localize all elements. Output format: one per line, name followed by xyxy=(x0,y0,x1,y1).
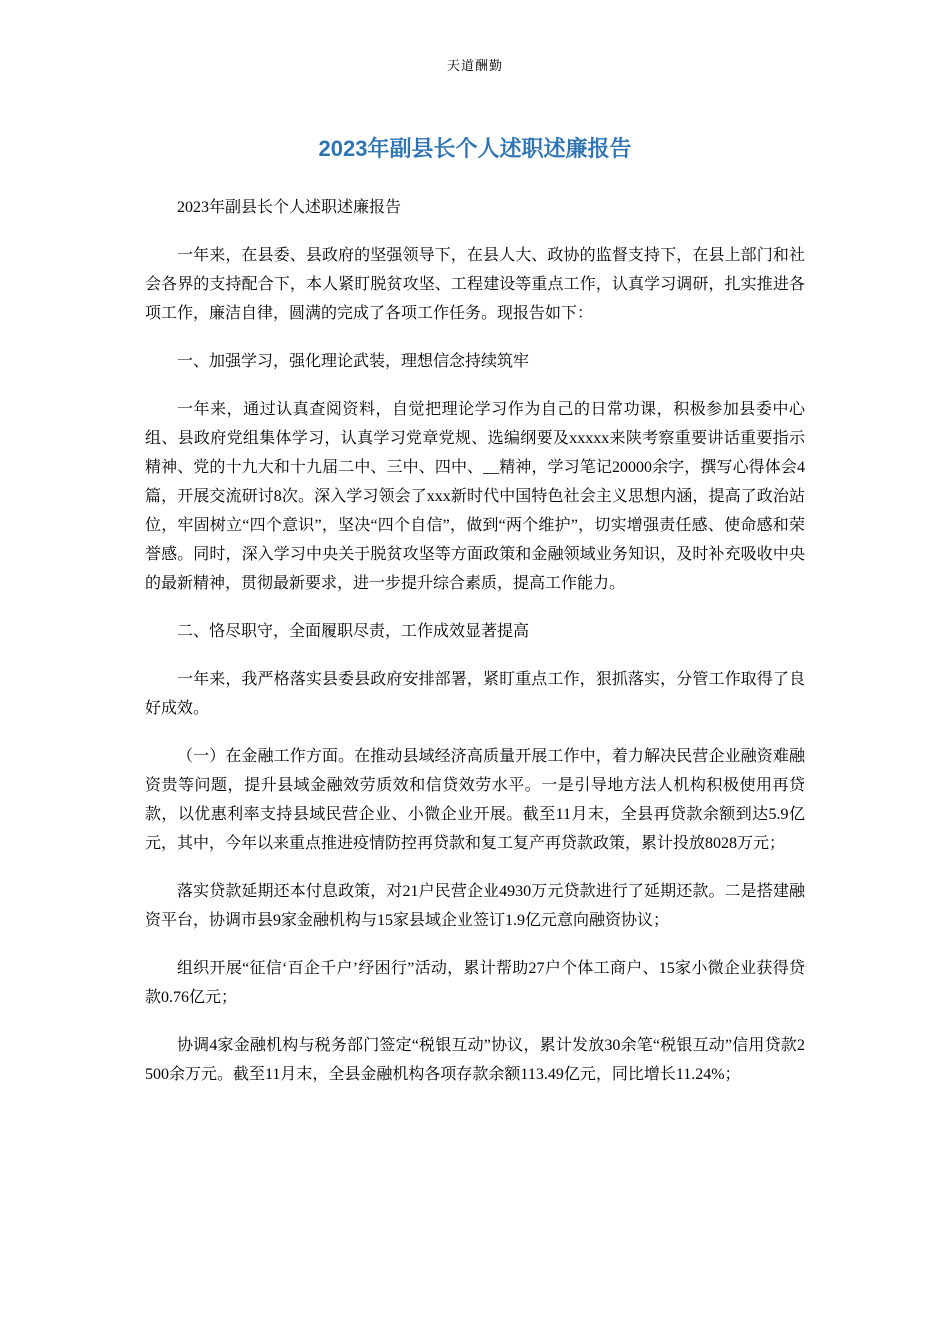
paragraph: 协调4家金融机构与税务部门签定“税银互动”协议，累计发放30余笔“税银互动”信用贷款2500余万元。截至11月末，全县金融机构各项存款余额113.49亿元，同比增长11.24%； xyxy=(145,1037,805,1083)
paragraph: 组织开展“征信‘百企千户’纾困行”活动，累计帮助27户个体工商户、15家小微企业获得贷款0.76亿元； xyxy=(145,960,805,1006)
paragraph: （一）在金融工作方面。在推动县域经济高质量开展工作中，着力解决民营企业融资难融资贵等问题，提升县域金融效劳质效和信贷效劳水平。一是引导地方法人机构积极使用再贷款，以优惠利率支持县域民营企业、小微企业开展。截至11月末，全县再贷款余额到达5.9亿元，其中，今年以来重点推进疫情防控再贷款和复工复产再贷款政策，累计投放8028万元； xyxy=(145,748,805,852)
paragraph: 落实贷款延期还本付息政策，对21户民营企业4930万元贷款进行了延期还款。二是搭建融资平台，协调市县9家金融机构与15家县域企业签订1.9亿元意向融资协议； xyxy=(145,883,805,929)
paragraph: 2023年副县长个人述职述廉报告 xyxy=(177,199,402,216)
paragraph: 一年来，在县委、县政府的坚强领导下，在县人大、政协的监督支持下，在县上部门和社会各界的支持配合下，本人紧盯脱贫攻坚、工程建设等重点工作，认真学习调研，扎实推进各项工作，廉洁自律，圆满的完成了各项工作任务。现报告如下： xyxy=(145,247,805,322)
page-title: 2023年副县长个人述职述廉报告 xyxy=(318,136,632,161)
paragraph: 一年来，我严格落实县委县政府安排部署，紧盯重点工作，狠抓落实，分管工作取得了良好成效。 xyxy=(145,671,805,717)
document-body xyxy=(145,193,805,1089)
paragraph-section-heading: 一、加强学习，强化理论武装，理想信念持续筑牢 xyxy=(177,353,530,370)
paragraph: 一年来，通过认真查阅资料，自觉把理论学习作为自己的日常功课，积极参加县委中心组、县政府党组集体学习，认真学习党章党规、选编纲要及xxxxx来陕考察重要讲话重要指示精神、党的十九大和十九届二中、三中、四中、__精神，学习笔记20000余字，撰写心得体会4篇，开展交流研讨8次。深入学习领会了xxx新时代中国特色社会主义思想内涵，提高了政治站位，牢固树立“四个意识”，坚决“四个自信”，做到“两个维护”，切实增强责任感、使命感和荣誉感。同时，深入学习中央关于脱贫攻坚等方面政策和金融领域业务知识，及时补充吸收中央的最新精神，贯彻最新要求，进一步提升综合素质，提高工作能力。 xyxy=(145,401,805,592)
document-header: 天道酬勤 xyxy=(446,58,503,73)
paragraph-section-heading: 二、恪尽职守，全面履职尽责，工作成效显著提高 xyxy=(177,623,530,640)
